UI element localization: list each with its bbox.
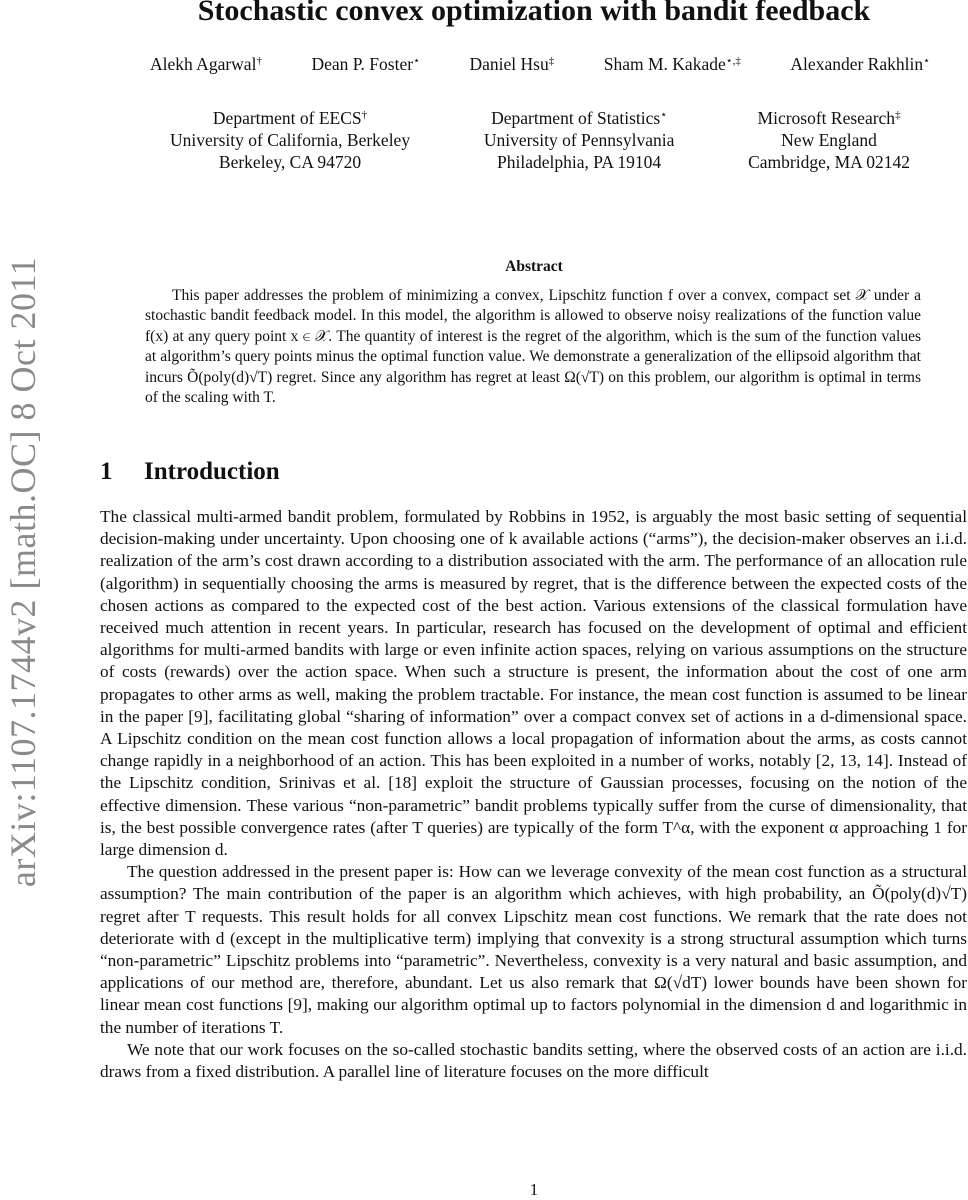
affiliation: Department of Statistics⋆ University of Pennsylvania Philadelphia, PA 19104 (483, 108, 675, 172)
arxiv-identifier-stamp: arXiv:1107.1744v2 [math.OC] 8 Oct 2011 (3, 256, 43, 888)
abstract-heading: Abstract (505, 258, 563, 275)
author-list (150, 54, 930, 75)
paragraph: The question addressed in the present paper is: How can we leverage convexity of the mean cost function as a structural assumption? The main contribution of the paper is an algorithm which achieves, with high probability, an Õ(poly(d)√T) regret after T requests. This result holds for all convex Lipschitz mean cost functions. We remark that the rate does not deteriorate with d (except in the multiplicative term) implying that convexity is a strong structural assumption which turns “non-parametric” Lipschitz problems into “parametric”. Nevertheless, convexity is a very natural and basic assumption, and applications of our method are, therefore, abundant. Let us also remark that Ω(√dT) lower bounds have been shown for linear mean cost functions [9], making our algorithm optimal up to factors polynomial in the dimension d and logarithmic in the number of iterations T. (100, 862, 967, 1037)
author: Alexander Rakhlin⋆ (790, 54, 930, 74)
affiliation: Department of EECS† University of California, Berkeley Berkeley, CA 94720 (170, 108, 411, 172)
affiliation-list (170, 104, 910, 173)
paragraph: We note that our work focuses on the so-called stochastic bandits setting, where the observed costs of an action are i.i.d. draws from a fixed distribution. A parallel line of literature focuses on the more difficult (100, 1039, 967, 1082)
affiliation: Microsoft Research‡ New England Cambridge, MA 02142 (748, 108, 910, 172)
paper-title: Stochastic convex optimization with bandit feedback (197, 0, 871, 27)
introduction-body (100, 506, 967, 1083)
paragraph: The classical multi-armed bandit problem, formulated by Robbins in 1952, is arguably the most basic setting of sequential decision-making under uncertainty. Upon choosing one of k available actions (“arms”), the decision-maker observes an i.i.d. realization of the arm’s cost drawn according to a distribution associated with the arm. The performance of an allocation rule (algorithm) in sequentially choosing the arms is measured by regret, that is the difference between the expected costs of the chosen actions as compared to the expected cost of the best action. Various extensions of the classical formulation have received much attention in recent years. In particular, research has focused on the development of optimal and efficient algorithms for multi-armed bandits with large or even infinite action spaces, relying on various assumptions on the structure of costs (rewards) over the action space. When such a structure is present, the information about the cost of one arm propagates to other arms as well, making the problem tractable. For instance, the mean cost function is assumed to be linear in the paper [9], facilitating global “sharing of information” over a compact convex set of actions in a d-dimensional space. A Lipschitz condition on the mean cost function allows a local propagation of information about the arms, as costs cannot change rapidly in a neighborhood of an action. This has been exploited in a number of works, notably [2, 13, 14]. Instead of the Lipschitz condition, Srinivas et al. [18] exploit the structure of Gaussian processes, focusing on the notion of the effective dimension. These various “non-parametric” bandit problems typically suffer from the curse of dimensionality, that is, the best possible convergence rates (after T queries) are typically of the form T^α, with the exponent α approaching 1 for large dimension d. (100, 507, 967, 860)
author: Alekh Agarwal† (150, 54, 262, 74)
page-number: 1 (529, 1180, 539, 1199)
author: Daniel Hsu‡ (469, 54, 555, 74)
author: Dean P. Foster⋆ (311, 54, 420, 74)
author: Sham M. Kakade⋆,‡ (603, 54, 741, 74)
section-heading: 1 Introduction (100, 458, 280, 485)
abstract-text: This paper addresses the problem of minimizing a convex, Lipschitz function f over a convex, compact set 𝒳 under a stochastic bandit feedback model. In this model, the algorithm is allowed to observe noisy realizations of the function value f(x) at any query point x ∈ 𝒳. The quantity of interest is the regret of the algorithm, which is the sum of the function values at algorithm’s query points minus the optimal function value. We demonstrate a generalization of the ellipsoid algorithm that incurs Õ(poly(d)√T) regret. Since any algorithm has regret at least Ω(√T) on this problem, our algorithm is optimal in terms of the scaling with T. (145, 287, 921, 407)
